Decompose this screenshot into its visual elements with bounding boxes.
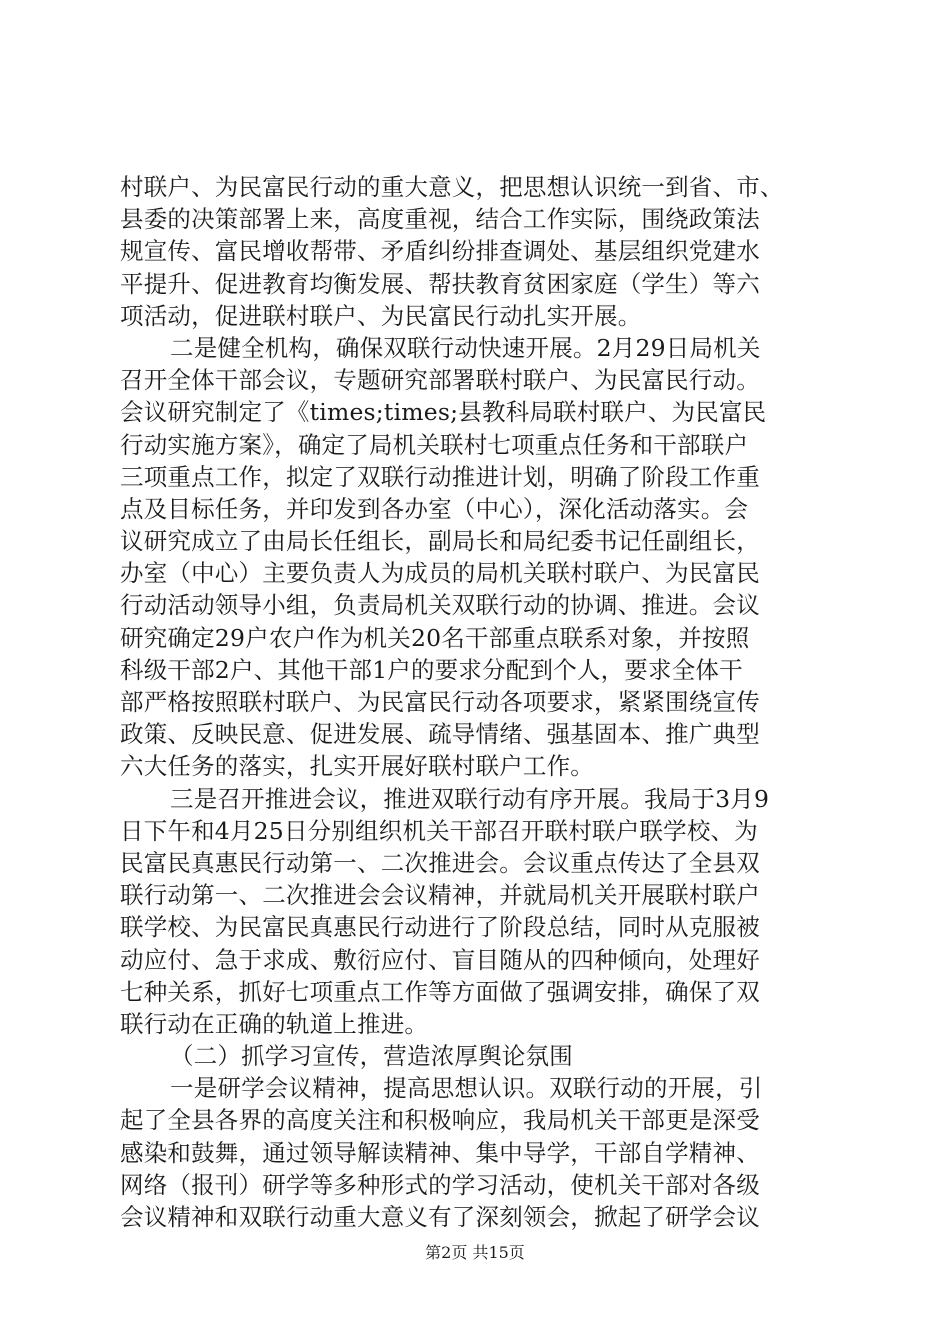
text-line: 政策、反映民意、促进发展、疏导情绪、强基固本、推广典型: [120, 720, 760, 749]
text-line: 行动实施方案》，确定了局机关联村七项重点任务和干部联户: [120, 430, 749, 459]
text-line: 县委的决策部署上来，高度重视，结合工作实际，围绕政策法: [120, 205, 760, 234]
page-footer: [0, 1243, 950, 1263]
text-line: 三是召开推进会议，推进双联行动有序开展。我局于3月9: [170, 784, 770, 813]
text-line: 点及目标任务，并印发到各办室（中心），深化活动落实。会: [120, 494, 749, 523]
text-line: 村联户、为民富民行动的重大意义，把思想认识统一到省、市、: [120, 173, 784, 201]
text-line: 议研究成立了由局长任组长，副局长和局纪委书记任副组长，: [120, 527, 760, 556]
document-body: [120, 171, 832, 1233]
text-line: 日下午和4月25日分别组织机关干部召开联村联户联学校、为: [120, 816, 758, 845]
text-line: 起了全县各界的高度关注和积极响应，我局机关干部更是深受: [120, 1106, 760, 1135]
text-line: 办室（中心）主要负责人为成员的局机关联村联户、为民富民: [120, 559, 760, 588]
text-line: 部严格按照联村联户、为民富民行动各项要求，紧紧围绕宣传: [120, 688, 760, 716]
text-line: 项活动，促进联村联户、为民富民行动扎实开展。: [120, 301, 642, 330]
text-line: 网络（报刊）研学等多种形式的学习活动，使机关干部对各级: [120, 1170, 760, 1199]
text-line: 平提升、促进教育均衡发展、帮扶教育贫困家庭（学生）等六: [120, 269, 760, 298]
text-line: 规宣传、富民增收帮带、矛盾纠纷排查调处、基层组织党建水: [120, 237, 760, 266]
text-line: 科级干部2户、其他干部1户的要求分配到个人，要求全体干: [120, 655, 743, 684]
text-line: 行动活动领导小组，负责局机关双联行动的协调、推进。会议: [120, 591, 760, 620]
text-line: 召开全体干部会议，专题研究部署联村联户、为民富民行动。: [120, 366, 760, 395]
text-line: 研究确定29户农户作为机关20名干部重点联系对象，并按照: [120, 623, 750, 652]
text-line: 一是研学会议精神，提高思想认识。双联行动的开展，引: [170, 1074, 763, 1103]
text-line: 动应付、急于求成、敷衍应付、盲目随从的四种倾向，处理好: [120, 945, 760, 974]
text-line: （二）抓学习宣传，营造浓厚舆论氛围: [170, 1042, 573, 1071]
page-number-label: 第2页 共15页: [425, 1243, 525, 1262]
text-line: 联行动在正确的轨道上推进。: [120, 1009, 429, 1038]
text-line: 七种关系，抓好七项重点工作等方面做了强调安排，确保了双: [120, 977, 760, 1006]
text-line: 联学校、为民富民真惠民行动进行了阶段总结，同时从克服被: [120, 913, 760, 942]
text-line: 会议研究制定了《times;times;县教科局联村联户、为民富民: [120, 398, 767, 427]
text-line: 会议精神和双联行动重大意义有了深刻领会，掀起了研学会议: [120, 1203, 760, 1231]
text-line: 六大任务的落实，扎实开展好联村联户工作。: [120, 752, 594, 781]
text-line: 感染和鼓舞，通过领导解读精神、集中导学，干部自学精神、: [120, 1138, 760, 1167]
text-line: 联行动第一、二次推进会会议精神，并就局机关开展联村联户: [120, 881, 760, 910]
text-line: 二是健全机构，确保双联行动快速开展。2月29日局机关: [170, 333, 761, 362]
text-line: 民富民真惠民行动第一、二次推进会。会议重点传达了全县双: [120, 848, 760, 877]
text-line: 三项重点工作，拟定了双联行动推进计划，明确了阶段工作重: [120, 462, 760, 491]
